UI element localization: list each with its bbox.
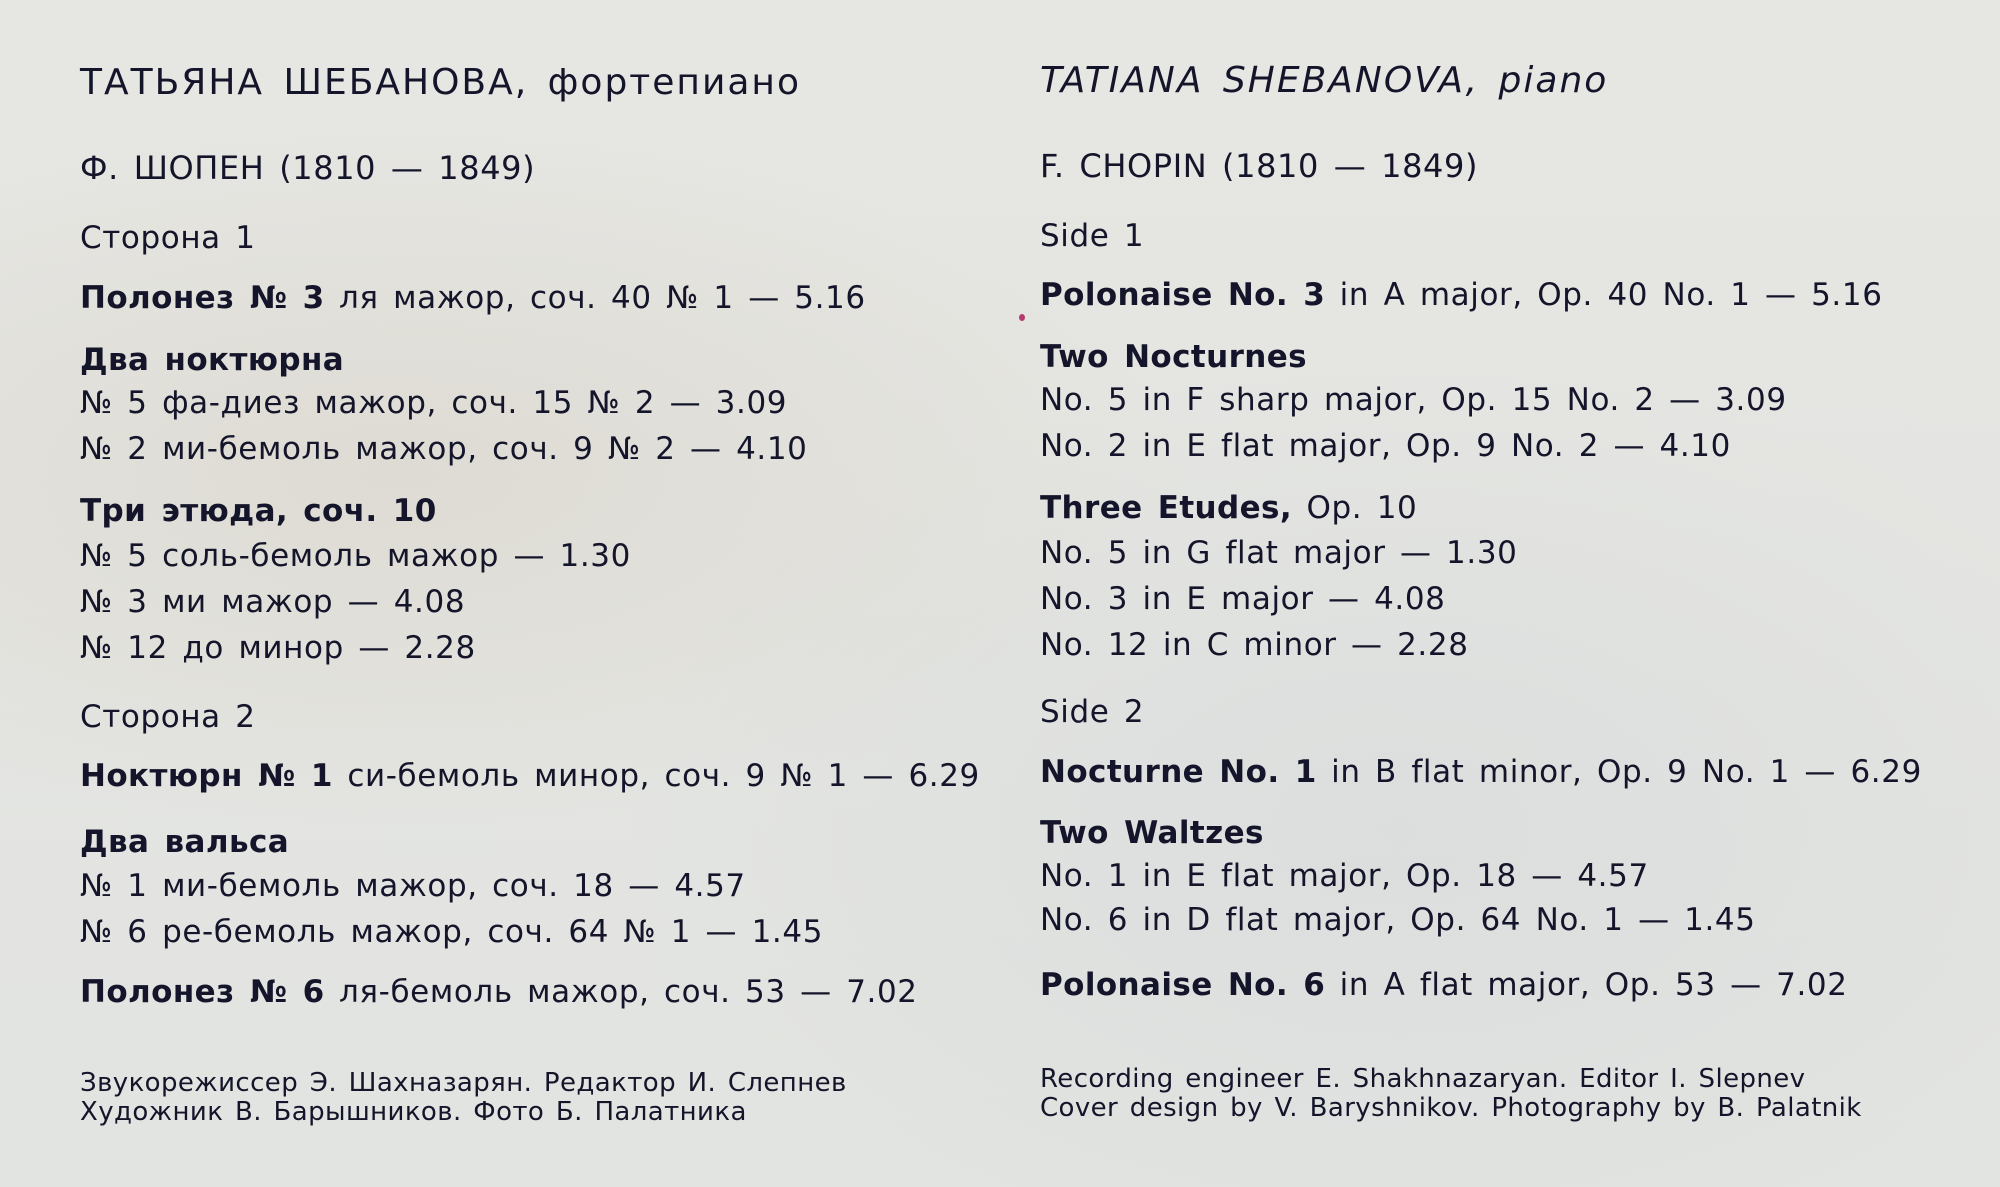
performer-title-en (1040, 61, 1608, 101)
waltzes-heading-ru (80, 822, 289, 862)
track-waltz1-en: No. 1 in E flat major, Op. 18 — 4.57 (1040, 858, 1649, 894)
track-title: Polonaise No. 3 (1040, 277, 1326, 313)
etudes-heading-ru (80, 491, 437, 531)
track-waltz6-ru: № 6 ре-бемоль мажор, соч. 64 № 1 — 1.45 (80, 914, 824, 950)
heading-text: Два вальса (80, 824, 290, 860)
track-etude3-ru: № 3 ми мажор — 4.08 (80, 584, 466, 620)
ink-speck (1019, 314, 1025, 321)
performer-name-ru: ТАТЬЯНА ШЕБАНОВА (80, 62, 515, 103)
track-nocturne5-en: No. 5 in F sharp major, Op. 15 No. 2 — 3.09 (1040, 382, 1787, 418)
track-etude5-ru: № 5 соль-бемоль мажор — 1.30 (80, 538, 631, 574)
credit-line2-en: Cover design by V. Baryshnikov. Photography by B. Palatnik (1040, 1093, 1862, 1123)
track-title: Полонез № 6 (80, 974, 325, 1010)
track-polonaise3-ru (80, 278, 866, 318)
credit-line1-ru: Звукорежиссер Э. Шахназарян. Редактор И. Слепнев (80, 1068, 847, 1098)
side1-label-en: Side 1 (1040, 218, 1145, 254)
heading-text: Two Nocturnes (1040, 339, 1308, 375)
track-detail: in A major, Op. 40 No. 1 — 5.16 (1325, 277, 1883, 313)
track-etude3-en: No. 3 in E major — 4.08 (1040, 581, 1446, 617)
composer-en: F. CHOPIN (1810 — 1849) (1040, 147, 1479, 185)
track-etude12-en: No. 12 in C minor — 2.28 (1040, 627, 1469, 663)
track-detail: in A flat major, Op. 53 — 7.02 (1325, 967, 1848, 1003)
heading-text: Два ноктюрна (80, 342, 345, 378)
track-waltz6-en: No. 6 in D flat major, Op. 64 No. 1 — 1.45 (1040, 902, 1756, 938)
track-waltz1-ru: № 1 ми-бемоль мажор, соч. 18 — 4.57 (80, 868, 746, 904)
nocturnes-heading-en (1040, 337, 1307, 377)
performer-name-en: TATIANA SHEBANOVA (1040, 60, 1466, 101)
instrument-en: , piano (1465, 60, 1609, 101)
nocturnes-heading-ru (80, 340, 344, 380)
track-detail: in B flat minor, Op. 9 No. 1 — 6.29 (1316, 754, 1922, 790)
track-title: Полонез № 3 (80, 280, 325, 316)
track-detail: си-бемоль минор, соч. 9 № 1 — 6.29 (332, 758, 980, 794)
etudes-heading-en (1040, 488, 1417, 528)
track-nocturne1-en (1040, 752, 1922, 792)
side1-label-ru: Сторона 1 (80, 220, 256, 256)
track-polonaise6-en (1040, 965, 1848, 1005)
credit-line2-ru: Художник В. Барышников. Фото Б. Палатника (80, 1097, 747, 1127)
side2-label-en: Side 2 (1040, 694, 1145, 730)
credit-line1-en: Recording engineer E. Shakhnazaryan. Editor I. Slepnev (1040, 1064, 1806, 1094)
track-nocturne1-ru (80, 756, 980, 796)
composer-ru: Ф. ШОПЕН (1810 — 1849) (80, 149, 536, 187)
track-detail: ля-бемоль мажор, соч. 53 — 7.02 (324, 974, 918, 1010)
track-etude12-ru: № 12 до минор — 2.28 (80, 630, 476, 666)
heading-text: Three Etudes, (1040, 490, 1293, 526)
track-detail: ля мажор, соч. 40 № 1 — 5.16 (324, 280, 866, 316)
track-nocturne5-ru: № 5 фа-диез мажор, соч. 15 № 2 — 3.09 (80, 385, 788, 421)
track-nocturne2-ru: № 2 ми-бемоль мажор, соч. 9 № 2 — 4.10 (80, 431, 808, 467)
track-polonaise6-ru (80, 972, 918, 1012)
heading-text: Two Waltzes (1040, 815, 1264, 851)
track-title: Polonaise No. 6 (1040, 967, 1326, 1003)
track-title: Nocturne No. 1 (1040, 754, 1317, 790)
waltzes-heading-en (1040, 813, 1264, 853)
track-etude5-en: No. 5 in G flat major — 1.30 (1040, 535, 1518, 571)
heading-detail: Op. 10 (1292, 490, 1418, 526)
performer-title-ru (80, 63, 801, 103)
heading-text: Три этюда, соч. 10 (80, 493, 437, 529)
track-title: Ноктюрн № 1 (80, 758, 333, 794)
track-polonaise3-en (1040, 275, 1883, 315)
side2-label-ru: Сторона 2 (80, 699, 256, 735)
instrument-ru: , фортепиано (514, 62, 801, 103)
track-nocturne2-en: No. 2 in E flat major, Op. 9 No. 2 — 4.10 (1040, 428, 1731, 464)
